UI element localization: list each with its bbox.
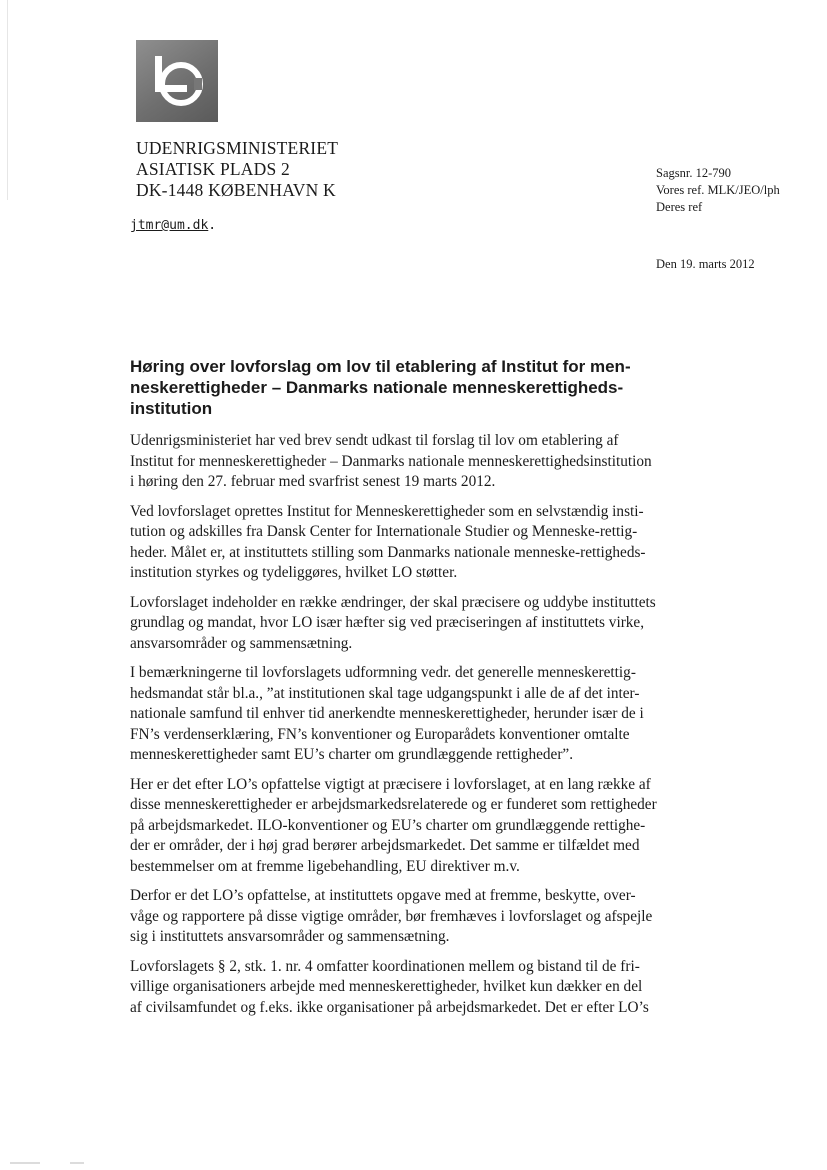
our-reference: Vores ref. MLK/JEO/lph [656,183,780,197]
recipient-address [136,138,338,201]
paragraph-line: Institut for menneskerettigheder – Danmarks nationale menneskerettighedsinstitution [130,452,652,470]
paragraph-line: sig i instituttets ansvarsområder og sammensætning. [130,928,450,945]
paragraph-line: Derfor er det LO’s opfattelse, at instituttets opgave med at fremme, beskytte, over- [130,887,636,904]
lo-logo [136,40,218,122]
paragraph-line: Lovforslagets § 2, stk. 1. nr. 4 omfatter koordinationen mellem og bistand til de fri- [130,957,640,975]
paragraph-line: heder. Målet er, at instituttets stilling som Danmarks nationale menneske-rettigheds- [130,543,646,561]
recipient-line-1: UDENRIGSMINISTERIET [136,138,339,158]
paragraph-line: i høring den 27. februar med svarfrist senest 19 marts 2012. [130,473,496,490]
your-reference: Deres ref [656,200,703,214]
paragraph-line: Lovforslaget indeholder en række ændringer, der skal præcisere og uddybe instituttets [130,593,656,611]
paragraph-line: Udenrigsministeriet har ved brev sendt udkast til forslag til lov om etablering af [130,432,619,449]
email-link[interactable]: jtmr@um.dk [130,218,209,233]
subject-line-3: institution [130,399,213,418]
paragraph-6 [130,886,720,948]
paragraph-line: Ved lovforslaget oprettes Institut for Menneskerettigheder som en selvstændig insti- [130,502,644,520]
paragraph-line: våge og rapportere på disse vigtige områder, bør fremhæves i lovforslaget og afspejle [130,907,653,925]
paragraph-line: på arbejdsmarkedet. ILO-konventioner og EU’s charter om grundlæggende rettighe- [130,816,646,834]
letter-date: Den 19. marts 2012 [656,257,755,271]
paragraph-line: FN’s verdenserklæring, FN’s konventioner og Europarådets konventioner omtalte [130,725,630,743]
paragraph-3 [130,593,720,655]
paragraph-1 [130,431,720,493]
email-period: . [208,218,217,233]
paragraph-7 [130,957,720,1019]
paragraph-line: af civilsamfundet og f.eks. ikke organisationer på arbejdsmarkedet. Det er efter LO’s [130,998,649,1016]
paragraph-line: disse menneskerettigheder er arbejdsmarkedsrelaterede og er funderet som rettigheder [130,796,657,813]
scan-bottom-marks [0,1162,120,1164]
paragraph-line: der er områder, der i høj grad berører arbejdsmarkedet. Det samme er tilfældet med [130,837,640,854]
subject-line-2: neskerettigheder – Danmarks nationale menneskerettigheds- [130,378,624,397]
paragraph-line: Her er det efter LO’s opfattelse vigtigt at præcisere i lovforslaget, at en lang række af [130,775,651,793]
paragraph-line: villige organisationers arbejde med menneskerettigheder, hvilket kun dækker en del [130,978,643,995]
case-number: Sagsnr. 12-790 [656,166,731,180]
letter-subject [130,356,690,419]
paragraph-line: I bemærkningerne til lovforslagets udformning vedr. det generelle menneskerettig- [130,664,636,681]
lo-logo-icon [136,40,218,122]
paragraph-line: bestemmelser om at fremme ligebehandling, EU direktiver m.v. [130,857,520,875]
recipient-email [130,218,216,233]
paragraph-4 [130,663,720,766]
paragraph-line: nationale samfund til enhver tid anerkendte menneskerettigheder, herunder især de i [130,705,644,722]
paragraph-line: grundlag og mandat, hvor LO især hæfter sig ved præciseringen af instituttets virke, [130,614,645,631]
subject-line-1: Høring over lovforslag om lov til etablering af Institut for men- [130,357,631,376]
paragraph-line: ansvarsområder og sammensætning. [130,634,353,652]
paragraph-2 [130,502,720,584]
letter-body [130,431,720,1027]
reference-block [656,165,780,216]
recipient-line-2: ASIATISK PLADS 2 [136,159,290,179]
recipient-line-3: DK-1448 KØBENHAVN K [136,180,336,200]
paragraph-line: tution og adskilles fra Dansk Center for Internationale Studier og Menneske-rettig- [130,523,638,540]
paragraph-line: menneskerettigheder samt EU’s charter om grundlæggende rettigheder”. [130,746,574,763]
scan-edge-line [7,0,8,200]
paragraph-line: hedsmandat står bl.a., ”at institutionen skal tage udgangspunkt i alle de af det inter- [130,684,640,702]
paragraph-5 [130,775,720,878]
paragraph-line: institution styrkes og tydeliggøres, hvilket LO støtter. [130,564,458,581]
